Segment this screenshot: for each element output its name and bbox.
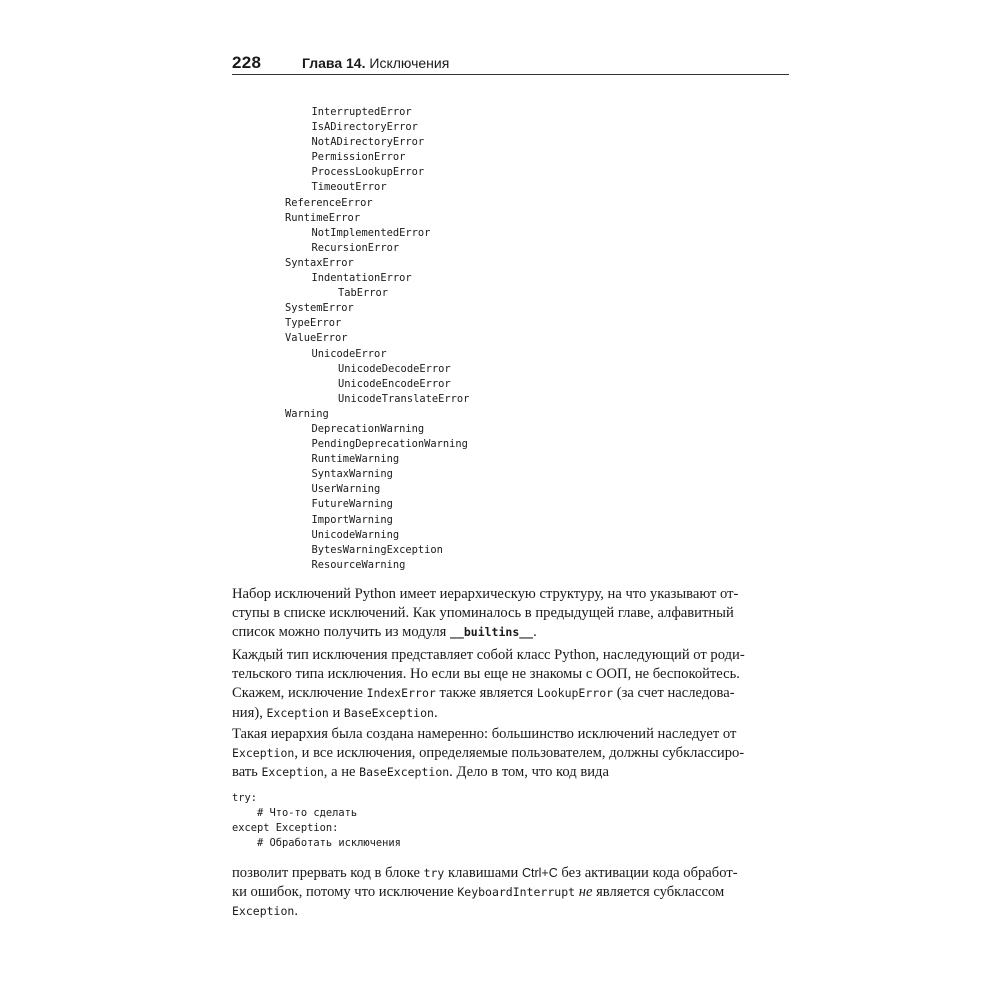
hierarchy-item: ValueError bbox=[285, 332, 348, 345]
code-line: try: bbox=[232, 792, 258, 804]
page-header bbox=[232, 52, 789, 75]
text-run: является субклассом bbox=[592, 884, 725, 901]
paragraph-3-line-3 bbox=[232, 763, 789, 782]
hierarchy-item: SyntaxWarning bbox=[311, 468, 393, 481]
hierarchy-item: SystemError bbox=[285, 302, 354, 315]
paragraph-2-line-1: Каждый тип исключения представляет собой класс Python, наследующий от роди- bbox=[232, 647, 745, 663]
inline-code: Exception bbox=[261, 765, 324, 780]
text-run: ния), bbox=[232, 704, 267, 721]
page-number: 228 bbox=[232, 53, 262, 72]
hierarchy-item: UnicodeError bbox=[311, 347, 387, 360]
paragraph-2 bbox=[232, 646, 789, 723]
exception-hierarchy bbox=[232, 105, 792, 573]
paragraph-1 bbox=[232, 585, 789, 643]
text-run: ки ошибок, потому что исключение bbox=[232, 884, 458, 901]
text-run: Скажем, исключение bbox=[232, 685, 367, 702]
text-run: также является bbox=[435, 685, 537, 702]
hierarchy-item: SyntaxError bbox=[285, 256, 354, 269]
inline-code: Exception bbox=[266, 705, 329, 720]
hierarchy-item: RecursionError bbox=[311, 241, 400, 254]
text-run: (за счет наследова- bbox=[613, 685, 735, 702]
hierarchy-item: InterruptedError bbox=[311, 106, 412, 118]
paragraph-4-line-3 bbox=[232, 902, 789, 921]
paragraph-4-line-1 bbox=[232, 864, 789, 883]
inline-code: LookupError bbox=[536, 686, 614, 701]
text-run: , и все исключения, определяемые пользователем, должны субклассиро- bbox=[294, 745, 745, 762]
hierarchy-item: UserWarning bbox=[311, 483, 381, 496]
inline-code: __builtins__ bbox=[450, 625, 534, 640]
hierarchy-item: ReferenceError bbox=[285, 196, 373, 209]
hierarchy-item: TypeError bbox=[285, 317, 342, 330]
hierarchy-item: UnicodeTranslateError bbox=[338, 392, 470, 405]
hierarchy-item: TabError bbox=[338, 287, 389, 300]
inline-code: KeyboardInterrupt bbox=[457, 885, 576, 900]
hierarchy-item: RuntimeWarning bbox=[311, 453, 400, 466]
paragraph-3 bbox=[232, 725, 789, 783]
code-line: # Что-то сделать bbox=[232, 807, 358, 819]
text-run: клавишами bbox=[444, 865, 522, 881]
paragraph-2-line-3 bbox=[232, 684, 789, 703]
code-line: # Обработать исключения bbox=[232, 837, 401, 849]
hierarchy-item: PendingDeprecationWarning bbox=[311, 438, 468, 451]
hierarchy-item: ResourceWarning bbox=[311, 558, 406, 571]
text-run: . bbox=[433, 704, 438, 721]
text-run: позволит прервать код в блоке bbox=[232, 865, 424, 881]
emphasis: не bbox=[578, 884, 593, 901]
paragraph-2-line-4 bbox=[232, 704, 789, 723]
inline-code: IndexError bbox=[366, 686, 436, 701]
inline-code: BaseException bbox=[343, 705, 434, 720]
text-run: . Дело в том, что код вида bbox=[449, 764, 609, 781]
hierarchy-item: IsADirectoryError bbox=[311, 121, 418, 134]
text-run: . bbox=[294, 903, 298, 920]
hierarchy-item: PermissionError bbox=[311, 151, 406, 164]
text-run: вать bbox=[232, 764, 262, 781]
code-line: except Exception: bbox=[232, 822, 339, 834]
paragraph-1-line-1: Набор исключений Python имеет иерархическую структуру, на что указывают от- bbox=[232, 586, 739, 602]
hierarchy-item: Warning bbox=[285, 407, 329, 420]
paragraph-4-line-2 bbox=[232, 883, 789, 902]
paragraph-4 bbox=[232, 864, 789, 922]
hierarchy-item: UnicodeEncodeError bbox=[338, 377, 451, 390]
keyboard-shortcut: Ctrl+C bbox=[521, 866, 558, 880]
hierarchy-item: ProcessLookupError bbox=[311, 166, 425, 179]
hierarchy-item: TimeoutError bbox=[311, 181, 387, 194]
chapter-label: Глава 14. bbox=[302, 55, 366, 71]
text-run: . bbox=[533, 624, 537, 641]
paragraph-1-line-2: ступы в списке исключений. Как упоминалось в предыдущей главе, алфавитный bbox=[232, 605, 734, 622]
hierarchy-item: FutureWarning bbox=[311, 498, 393, 511]
paragraph-3-line-1: Такая иерархия была создана намеренно: большинство исключений наследует от bbox=[232, 726, 737, 742]
text-run: и bbox=[328, 704, 344, 721]
hierarchy-item: UnicodeWarning bbox=[311, 528, 400, 541]
text-run: , а не bbox=[323, 764, 360, 781]
paragraph-2-line-2: тельского типа исключения. Но если вы еще не знакомы с ООП, не беспокойтесь. bbox=[232, 666, 740, 683]
inline-code: Exception bbox=[232, 904, 295, 919]
text-run: без активации кода обработ- bbox=[557, 865, 738, 881]
paragraph-3-line-2 bbox=[232, 744, 789, 763]
hierarchy-item: RuntimeError bbox=[285, 211, 361, 224]
hierarchy-item: BytesWarningException bbox=[311, 543, 443, 556]
hierarchy-item: NotImplementedError bbox=[311, 226, 431, 239]
inline-code: Exception bbox=[232, 746, 295, 761]
text-run: список можно получить из модуля bbox=[232, 624, 451, 641]
paragraph-1-line-3 bbox=[232, 623, 789, 642]
inline-code: try bbox=[423, 866, 445, 880]
chapter-heading bbox=[302, 55, 449, 71]
hierarchy-item: DeprecationWarning bbox=[311, 422, 425, 435]
inline-code: BaseException bbox=[359, 765, 450, 780]
chapter-title: Исключения bbox=[369, 55, 450, 71]
code-example bbox=[232, 791, 792, 851]
hierarchy-item: NotADirectoryError bbox=[311, 136, 425, 149]
hierarchy-item: UnicodeDecodeError bbox=[338, 362, 451, 375]
hierarchy-item: ImportWarning bbox=[311, 513, 393, 526]
hierarchy-item: IndentationError bbox=[311, 272, 412, 285]
